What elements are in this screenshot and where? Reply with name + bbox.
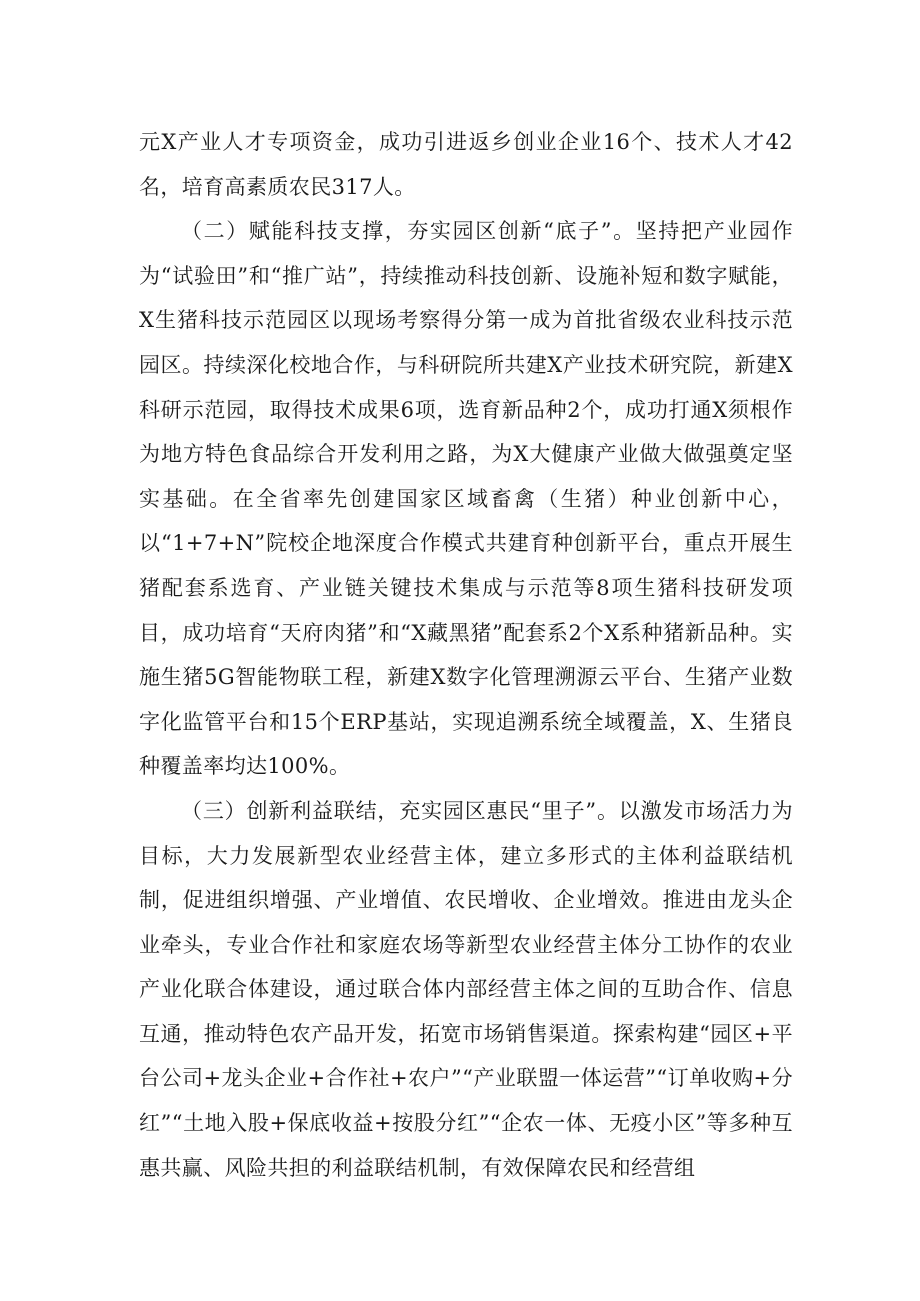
- paragraph-section-2: （二）赋能科技支撑，夯实园区创新“底子”。坚持把产业园作为“试验田”和“推广站”，持续推动科技创新、设施补短和数字赋能，X生猪科技示范园区以现场考察得分第一成为首批省级农业科技示范园区。持续深化校地合作，与科研院所共建X产业技术研究院，新建X科研示范园，取得技术成果6项，选育新品种2个，成功打通X须根作为地方特色食品综合开发利用之路，为X大健康产业做大做强奠定坚实基础。在全省率先创建国家区域畜禽（生猪）种业创新中心，以“1+7+N”院校企地深度合作模式共建育种创新平台，重点开展生猪配套系选育、产业链关键技术集成与示范等8项生猪科技研发项目，成功培育“天府肉猪”和“X藏黑猪”配套系2个X系种猪新品种。实施生猪5G智能物联工程，新建X数字化管理溯源云平台、生猪产业数字化监管平台和15个ERP基站，实现追溯系统全域覆盖，X、生猪良种覆盖率均达100%。: [139, 219, 793, 779]
- paragraph-section-3: （三）创新利益联结，充实园区惠民“里子”。以激发市场活力为目标，大力发展新型农业经营主体，建立多形式的主体利益联结机制，促进组织增强、产业增值、农民增收、企业增效。推进由龙头企业牵头，专业合作社和家庭农场等新型农业经营主体分工协作的农业产业化联合体建设，通过联合体内部经营主体之间的互助合作、信息互通，推动特色农产品开发，拓宽市场销售渠道。探索构建“园区+平台公司+龙头企业+合作社+农户”“产业联盟一体运营”“订单收购+分红”“土地入股+保底收益+按股分红”“企农一体、无疫小区”等多种互惠共赢、风险共担的利益联结机制，有效保障农民和经营组: [139, 798, 793, 1180]
- paragraph-continuation: 元X产业人才专项资金，成功引进返乡创业企业16个、技术人才42名，培育高素质农民317人。: [139, 130, 793, 199]
- document-body: [139, 120, 793, 1190]
